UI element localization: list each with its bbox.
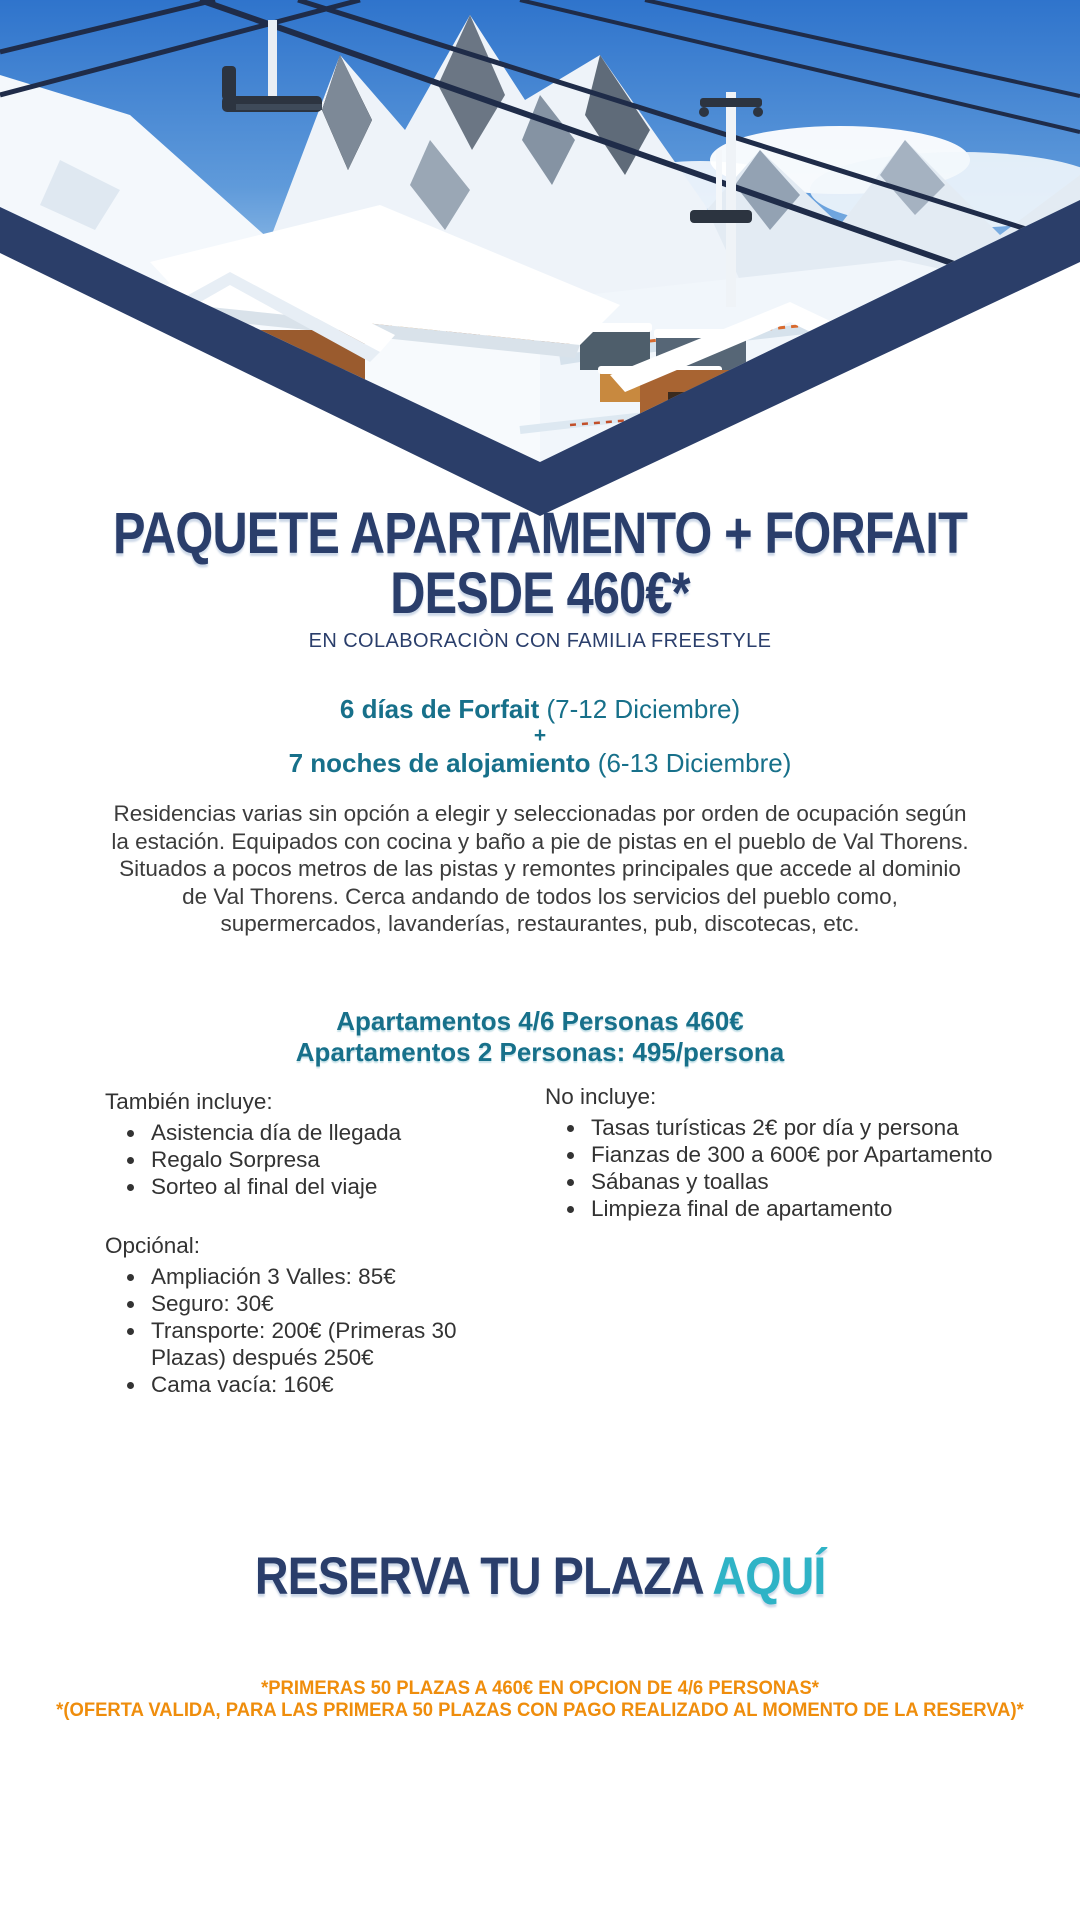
dates-block [0, 694, 1080, 778]
list-item: • Ampliación 3 Valles: 85€ [147, 1263, 465, 1290]
offer-footnotes [0, 1678, 1080, 1722]
footnote-line-1: *PRIMERAS 50 PLAZAS A 460€ EN OPCION DE 4/6 PERSONAS* [261, 1678, 819, 1699]
includes-heading: También incluye: [105, 1089, 273, 1114]
reserve-cta[interactable] [0, 1546, 1080, 1607]
includes-section [105, 1088, 465, 1200]
optional-section [105, 1232, 465, 1398]
list-item: • Asistencia día de llegada [147, 1119, 465, 1146]
list-item: • Cama vacía: 160€ [147, 1371, 465, 1398]
plus-separator: + [533, 724, 547, 747]
optional-heading: Opciónal: [105, 1233, 201, 1258]
forfait-dates-line: 6 días de Forfait (7-12 Diciembre) [339, 694, 741, 724]
not-included-list [545, 1114, 1015, 1222]
list-item: • Tasas turísticas 2€ por día y persona [587, 1114, 1015, 1141]
pricing-line-2: Apartamentos 2 Personas: 495/persona [295, 1037, 785, 1067]
title-line-1: PAQUETE APARTAMENTO + FORFAIT [113, 501, 967, 566]
list-item: • Sorteo al final del viaje [147, 1173, 465, 1200]
reserve-cta-highlight[interactable]: AQUÍ [701, 1547, 826, 1606]
pricing-line-1: Apartamentos 4/6 Personas 460€ [336, 1006, 744, 1036]
page-title [0, 501, 1080, 626]
list-item: • Fianzas de 300 a 600€ por Apartamento [587, 1141, 1015, 1168]
list-item: • Regalo Sorpresa [147, 1146, 465, 1173]
not-included-heading: No incluye: [545, 1084, 657, 1109]
description-paragraph: Residencias varias sin opción a elegir y seleccionadas por orden de ocupación según la estación. Equipados con cocina y baño a pie de pistas en el pueblo de Val Thorens. Situados a pocos metros de las pistas y remontes principales que accede al dominio de Val Thorens. Cerca andando de todos los servicios del pueblo como, supermercados, lavanderías, restaurantes, pub, discotecas, etc. [111, 801, 969, 936]
collaboration-subtitle: EN COLABORACIÒN CON FAMILIA FREESTYLE [308, 630, 772, 652]
hero-ski-resort-image [0, 0, 1080, 530]
list-item: • Seguro: 30€ [147, 1290, 465, 1317]
optional-list [105, 1263, 465, 1398]
reserve-cta-text[interactable]: RESERVA TU PLAZA [254, 1547, 702, 1606]
lodging-dates-line: 7 noches de alojamiento (6-13 Diciembre) [288, 748, 792, 778]
includes-list [105, 1119, 465, 1200]
list-item: • Limpieza final de apartamento [587, 1195, 1015, 1222]
list-item: • Transporte: 200€ (Primeras 30 Plazas) después 250€ [147, 1317, 465, 1371]
title-line-2: DESDE 460€* [390, 561, 690, 626]
footnote-line-2: *(OFERTA VALIDA, PARA LAS PRIMERA 50 PLAZAS CON PAGO REALIZADO AL MOMENTO DE LA RESERVA)* [56, 1700, 1024, 1721]
list-item: • Sábanas y toallas [587, 1168, 1015, 1195]
pricing-block [0, 1006, 1080, 1068]
not-included-section [545, 1083, 1015, 1222]
